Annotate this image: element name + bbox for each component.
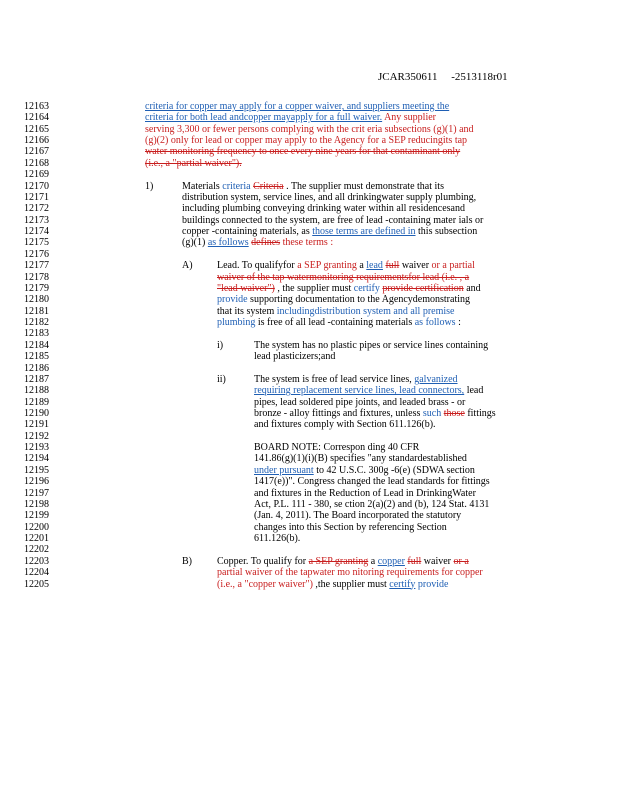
line-number: 12175 — [24, 237, 49, 249]
line-number: 12187 — [24, 373, 49, 385]
text-line — [254, 374, 458, 385]
text-line — [182, 237, 333, 248]
text-line — [182, 203, 465, 214]
inserted-text: under pursuant — [254, 464, 314, 476]
text-line — [182, 226, 477, 237]
text-segment: Act, P.L. 111 - 380, se ction 2(a)(2) and (b), 124 Stat. 4131 — [254, 498, 490, 510]
text-segment: to 42 U.S.C. 300g -6(e) (SDWA section — [313, 464, 475, 476]
text-line — [217, 283, 481, 294]
text-segment: . The supplier must demonstrate that its — [283, 180, 444, 192]
text-line — [254, 351, 335, 362]
text-line — [145, 146, 460, 157]
text-segment: and fixtures comply with Section 611.126(b). — [254, 419, 436, 431]
text-segment: certify — [353, 282, 380, 294]
text-segment: The system is free of lead service lines, — [254, 373, 415, 385]
text-segment: (Jan. 4, 2011). The Board incorporated the statutory — [254, 510, 462, 522]
line-number: 12189 — [24, 396, 49, 408]
text-segment: distribution system, service lines, and all drinkingwater supply plumbing, — [182, 191, 477, 203]
line-number: 12202 — [24, 544, 49, 556]
text-segment: (i.e., a "copper waiver") — [217, 578, 313, 590]
deleted-text: water monitoring frequency to once every nine years for that contaminant only — [145, 146, 461, 158]
line-number: 12182 — [24, 317, 49, 329]
text-segment: lead plasticizers;and — [254, 351, 336, 363]
text-line — [254, 488, 476, 499]
deleted-text: or a — [453, 555, 469, 567]
line-number: 12190 — [24, 407, 49, 419]
text-line — [254, 465, 475, 476]
text-line — [217, 579, 448, 590]
line-number: 12194 — [24, 453, 49, 465]
line-number: 12197 — [24, 487, 49, 499]
text-line — [145, 112, 436, 123]
text-segment: provide — [417, 578, 449, 590]
text-line — [217, 272, 469, 283]
text-line — [254, 385, 483, 396]
text-segment: ,the supplier must — [312, 578, 390, 590]
text-segment: 1417(e))". Congress changed the lead standards for fittings — [254, 476, 490, 488]
line-number: 12176 — [24, 248, 49, 260]
text-segment: pipes, lead soldered pipe joints, and leaded brass - or — [254, 396, 466, 408]
text-segment: as follows — [414, 317, 456, 329]
line-number: 12205 — [24, 578, 49, 590]
text-segment: supporting documentation to the Agencydemonstrating — [247, 294, 471, 306]
deleted-text: full — [407, 555, 422, 567]
text-line — [217, 567, 483, 578]
deleted-text: provide certification — [382, 282, 464, 294]
inserted-text: as follows — [207, 237, 249, 249]
inserted-text: galvanized — [414, 373, 458, 385]
line-number: 12198 — [24, 498, 49, 510]
text-segment: and — [463, 282, 481, 294]
text-line — [145, 124, 474, 135]
text-segment: Lead. To qualifyfor — [217, 260, 298, 272]
text-segment: including plumbing conveying drinking water within all residencesand — [182, 203, 465, 215]
text-line — [254, 453, 467, 464]
line-number: 12191 — [24, 419, 49, 431]
text-segment: Any supplier — [382, 112, 437, 124]
deleted-text: defines — [251, 237, 281, 249]
text-segment: such — [422, 407, 442, 419]
text-line — [254, 408, 496, 419]
text-line — [145, 101, 449, 112]
outline-label: 1) — [145, 180, 154, 192]
line-number: 12180 — [24, 294, 49, 306]
text-segment: (g)(1) — [182, 237, 208, 249]
line-number: 12170 — [24, 180, 49, 192]
text-line — [217, 294, 470, 305]
text-segment: waiver — [421, 555, 454, 567]
text-segment: that its system — [217, 305, 277, 317]
text-segment: this subsection — [415, 226, 478, 238]
line-number: 12178 — [24, 271, 49, 283]
line-number: 12177 — [24, 260, 49, 272]
line-number: 12200 — [24, 521, 49, 533]
outline-label: ii) — [217, 373, 226, 385]
text-line — [217, 306, 455, 317]
text-segment: criteria — [222, 180, 251, 192]
inserted-text: copper — [377, 555, 405, 567]
line-number: 12186 — [24, 362, 49, 374]
inserted-text: those terms are defined in — [312, 226, 416, 238]
text-line — [254, 476, 490, 487]
outline-label: i) — [217, 339, 224, 351]
line-number: 12204 — [24, 567, 49, 579]
line-number: 12165 — [24, 123, 49, 135]
text-line — [254, 397, 465, 408]
deleted-text: those — [443, 407, 465, 419]
line-number: 12172 — [24, 203, 49, 215]
line-number: 12188 — [24, 385, 49, 397]
line-number: 12171 — [24, 191, 49, 203]
text-segment: 611.126(b). — [254, 533, 301, 545]
text-segment: includingdistribution system and all premise — [276, 305, 455, 317]
text-segment: The system has no plastic pipes or service lines containing — [254, 339, 489, 351]
text-segment: a — [356, 260, 367, 272]
text-segment: bronze - alloy fittings and fixtures, unless — [254, 407, 423, 419]
line-number: 12185 — [24, 351, 49, 363]
text-line — [254, 522, 447, 533]
line-number: 12169 — [24, 169, 49, 181]
line-number: 12173 — [24, 214, 49, 226]
line-number: 12196 — [24, 476, 49, 488]
inserted-text: lead — [366, 260, 383, 272]
text-segment: 141.86(g)(1)(i)(B) specifies "any standardestablished — [254, 453, 467, 465]
outline-label: B) — [182, 555, 192, 567]
text-line — [217, 317, 461, 328]
line-number: 12174 — [24, 226, 49, 238]
text-segment: provide — [217, 294, 248, 306]
text-segment: , the supplier must — [274, 282, 354, 294]
text-segment: and fixtures in the Reduction of Lead in DrinkingWater — [254, 487, 476, 499]
line-number: 12195 — [24, 464, 49, 476]
deleted-text: Criteria — [253, 180, 284, 192]
text-segment: or a partial — [431, 260, 475, 272]
deleted-text: "lead waiver") — [217, 282, 275, 294]
line-number: 12203 — [24, 555, 49, 567]
text-line — [145, 158, 242, 169]
page-header: JCAR350611 -2513118r01 — [378, 71, 508, 83]
inserted-text: criteria for copper may apply for a copper waiver, and suppliers meeting the — [145, 101, 450, 112]
text-segment: waiver — [399, 260, 432, 272]
line-number: 12183 — [24, 328, 49, 340]
line-number: 12168 — [24, 157, 49, 169]
line-number: 12199 — [24, 510, 49, 522]
text-line — [182, 215, 483, 226]
deleted-text: waiver of the tap watermonitoring requirementsfor lead (i.e. , a — [217, 271, 470, 283]
deleted-text: (i.e., a "partial waiver"). — [145, 157, 242, 169]
inserted-text: requiring replacement service lines, lead connectors, — [254, 385, 465, 397]
text-line — [217, 260, 475, 271]
text-segment: lead — [464, 385, 484, 397]
text-line — [217, 556, 469, 567]
line-number: 12201 — [24, 533, 49, 545]
text-line — [254, 510, 461, 521]
deleted-text: a SEP granting — [308, 555, 369, 567]
text-segment: buildings connected to the system, are free of lead -containing mater ials or — [182, 214, 484, 226]
text-segment: (g)(2) only for lead or copper may apply to the Agency for a SEP reducingits tap — [145, 135, 468, 147]
text-segment: these terms : — [280, 237, 334, 249]
line-number: 12192 — [24, 430, 49, 442]
text-line — [182, 181, 444, 192]
text-line — [254, 340, 488, 351]
text-segment: plumbing — [217, 317, 256, 329]
text-segment: copper -containing materials, as — [182, 226, 313, 238]
text-line — [254, 533, 300, 544]
line-number: 12167 — [24, 146, 49, 158]
text-line — [254, 419, 436, 430]
text-segment: : — [455, 317, 461, 329]
inserted-text: certify — [389, 578, 416, 590]
text-segment: Copper. To qualify for — [217, 555, 309, 567]
line-number: 12179 — [24, 282, 49, 294]
text-line — [254, 442, 419, 453]
text-segment: BOARD NOTE: Correspon ding 40 CFR — [254, 442, 420, 454]
text-segment: Materials — [182, 180, 223, 192]
text-line — [182, 192, 476, 203]
line-number: 12164 — [24, 112, 49, 124]
text-segment: is free of all lead -containing materials — [255, 317, 415, 329]
line-number: 12193 — [24, 442, 49, 454]
text-segment: serving 3,300 or fewer persons complying with the crit eria subsections (g)(1) and — [145, 123, 474, 135]
text-segment: partial waiver of the tapwater mo nitoring requirements for copper — [217, 567, 483, 579]
text-segment: changes into this Section by referencing Section — [254, 521, 447, 533]
outline-label: A) — [182, 260, 193, 272]
text-segment: fittings — [464, 407, 496, 419]
deleted-text: full — [385, 260, 400, 272]
text-segment: a — [368, 555, 378, 567]
inserted-text: criteria for both lead andcopper mayapply for a full waiver. — [145, 112, 383, 124]
line-number: 12163 — [24, 101, 49, 112]
line-number: 12181 — [24, 305, 49, 317]
line-number: 12166 — [24, 135, 49, 147]
text-line — [145, 135, 467, 146]
line-number: 12184 — [24, 339, 49, 351]
text-line — [254, 499, 489, 510]
text-segment: a SEP granting — [297, 260, 357, 272]
